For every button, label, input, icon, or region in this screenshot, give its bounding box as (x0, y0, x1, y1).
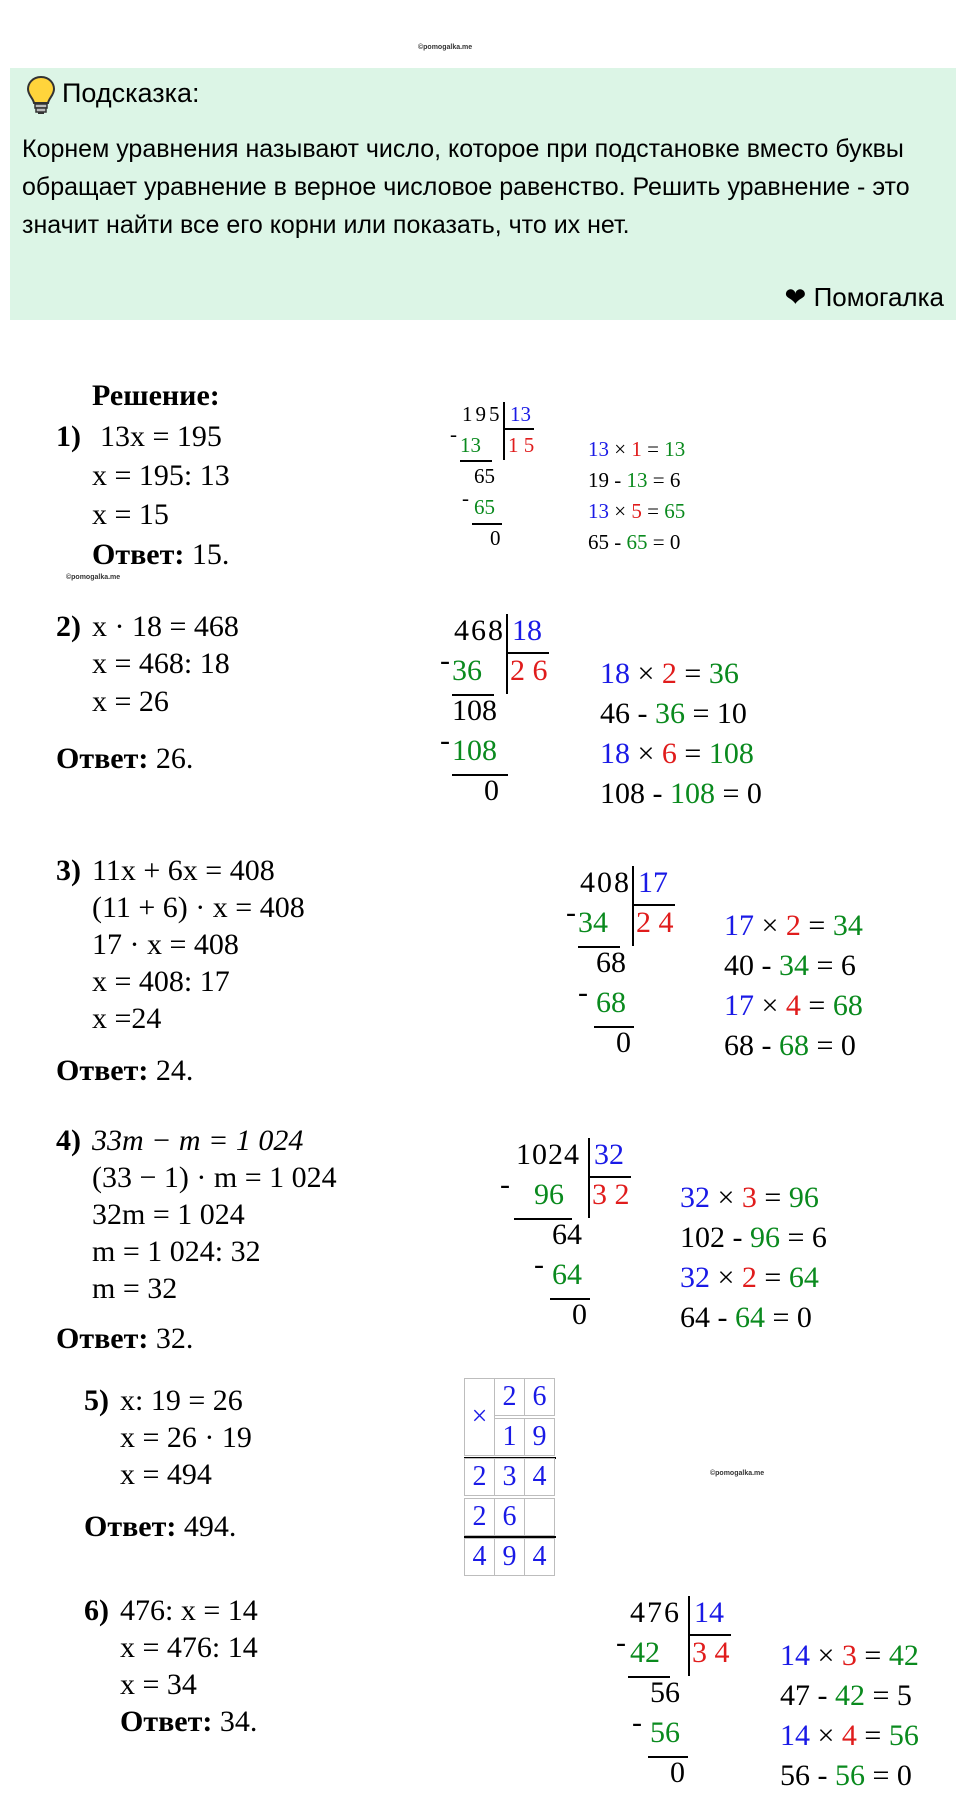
watermark-mid: ©pomogalka.me (66, 574, 121, 581)
watermark-low: ©pomogalka.me (710, 1470, 765, 1477)
minus-sign: - (566, 896, 576, 929)
check-line: 17 × 4 = 68 (724, 989, 863, 1022)
equation-line: 11x + 6x = 408 (92, 854, 275, 887)
hint-text (22, 130, 922, 244)
answer-label: Ответ: (92, 538, 185, 571)
check-line: 68 - 68 = 0 (724, 1029, 856, 1062)
answer-label: Ответ: (56, 742, 149, 775)
equation-line: x: 19 = 26 (120, 1384, 243, 1417)
remainder: 65 (474, 464, 495, 488)
subtrahend: 64 (552, 1258, 582, 1291)
answer (84, 1508, 236, 1545)
remainder-final: 0 (484, 774, 499, 807)
problem-number: 4) (56, 1124, 81, 1157)
equation-line: m = 1 024: 32 (92, 1235, 261, 1268)
check-line: 32 × 3 = 96 (680, 1181, 819, 1214)
equation-line: x = 468: 18 (92, 647, 230, 680)
empty-cell (524, 1498, 555, 1536)
remainder: 56 (650, 1676, 680, 1709)
check-line: 56 - 56 = 0 (780, 1759, 912, 1792)
check-line: 47 - 42 = 5 (780, 1679, 912, 1712)
check-line: 13 × 1 = 13 (588, 437, 686, 461)
check-lines (588, 434, 685, 558)
check-line: 108 - 108 = 0 (600, 777, 762, 810)
check-line: 102 - 96 = 6 (680, 1221, 827, 1254)
digit: 9 (524, 1418, 555, 1456)
minus-sign: - (450, 422, 457, 446)
quotient: 2 4 (636, 906, 674, 939)
digit: 2 (464, 1458, 495, 1496)
remainder-final: 0 (670, 1756, 685, 1789)
check-lines (680, 1178, 827, 1338)
answer (56, 1052, 193, 1089)
answer-value: 15. (191, 538, 230, 571)
quotient: 3 4 (692, 1636, 730, 1669)
subtrahend: 13 (460, 433, 481, 457)
quotient: 1 5 (508, 433, 535, 457)
digit: 6 (524, 1378, 555, 1416)
hint-title: Подсказка: (62, 78, 200, 108)
subtrahend: 42 (630, 1636, 660, 1669)
divisor: 18 (512, 614, 542, 647)
minus-sign: - (534, 1248, 544, 1281)
check-line: 46 - 36 = 10 (600, 697, 747, 730)
problem-number: 6) (84, 1594, 109, 1627)
digit: 4 (524, 1458, 555, 1496)
answer-label: Ответ: (120, 1705, 213, 1738)
answer-value: 34. (219, 1705, 258, 1738)
equation-line: 476: x = 14 (120, 1594, 258, 1627)
subtrahend: 34 (578, 906, 608, 939)
answer-label: Ответ: (56, 1054, 149, 1087)
equation-line: 32m = 1 024 (92, 1198, 245, 1231)
column-multiplication (464, 1378, 560, 1576)
minus-sign: - (440, 724, 450, 757)
minus-sign: - (616, 1626, 626, 1659)
equation-line: x = 195: 13 (92, 459, 230, 492)
answer (120, 1703, 257, 1740)
subtrahend: 36 (452, 654, 482, 687)
check-line: 64 - 64 = 0 (680, 1301, 812, 1334)
digit: 9 (494, 1538, 525, 1576)
quotient: 3 2 (592, 1178, 630, 1211)
answer-value: 24. (155, 1054, 194, 1087)
subtrahend: 96 (534, 1178, 564, 1211)
dividend: 1024 (516, 1138, 580, 1171)
lightbulb-icon (24, 74, 58, 116)
minus-sign: - (578, 976, 588, 1009)
answer (92, 536, 229, 573)
check-line: 14 × 3 = 42 (780, 1639, 919, 1672)
equation-line: x = 15 (92, 498, 169, 531)
equation-line: (11 + 6) · x = 408 (92, 891, 305, 924)
digit: 2 (464, 1498, 495, 1536)
divisor: 32 (594, 1138, 624, 1171)
remainder: 64 (552, 1218, 582, 1251)
digit: 4 (464, 1538, 495, 1576)
check-line: 13 × 5 = 65 (588, 499, 686, 523)
equation-line: x = 26 (92, 685, 169, 718)
answer-value: 32. (155, 1322, 194, 1355)
multiply-sign: × (464, 1378, 495, 1456)
remainder: 108 (452, 694, 497, 727)
remainder-final: 0 (572, 1298, 587, 1331)
answer-value: 26. (155, 742, 194, 775)
dividend: 195 (462, 402, 503, 426)
hint-term: Корнем уравнения (22, 135, 239, 163)
check-lines (600, 654, 762, 814)
minus-sign: - (500, 1168, 510, 1201)
heart-icon: ❤ (784, 282, 807, 312)
equation-line: x · 18 = 468 (92, 610, 239, 643)
equation-line: x =24 (92, 1002, 162, 1035)
minus-sign: - (440, 644, 450, 677)
dividend: 468 (454, 614, 505, 647)
digit: 2 (494, 1378, 525, 1416)
problem-number: 1) (56, 420, 81, 453)
answer-label: Ответ: (56, 1322, 149, 1355)
subtrahend: 65 (474, 495, 495, 519)
check-line: 17 × 2 = 34 (724, 909, 863, 942)
check-line: 18 × 6 = 108 (600, 737, 754, 770)
equation-line: 13x = 195 (100, 420, 222, 453)
minus-sign: - (462, 486, 469, 510)
equation-line: x = 34 (120, 1668, 197, 1701)
answer (56, 1320, 193, 1357)
solution-heading: Решение: (92, 379, 220, 412)
digit: 1 (494, 1418, 525, 1456)
check-line: 18 × 2 = 36 (600, 657, 739, 690)
check-line: 65 - 65 = 0 (588, 530, 681, 554)
equation-line: 17 · x = 408 (92, 928, 239, 961)
check-line: 19 - 13 = 6 (588, 468, 681, 492)
check-line: 14 × 4 = 56 (780, 1719, 919, 1752)
problem-number: 3) (56, 854, 81, 887)
remainder-final: 0 (490, 526, 501, 550)
subtrahend: 108 (452, 734, 497, 767)
answer-value: 494. (183, 1510, 237, 1543)
equation-line: m = 32 (92, 1272, 178, 1305)
quotient: 2 6 (510, 654, 548, 687)
answer (56, 740, 193, 777)
digit: 3 (494, 1458, 525, 1496)
signature-text: Помогалка (813, 282, 944, 312)
problem-number: 2) (56, 610, 81, 643)
check-lines (780, 1636, 919, 1795)
divisor: 14 (694, 1596, 724, 1629)
check-line: 32 × 2 = 64 (680, 1261, 819, 1294)
equation-line: (33 − 1) · m = 1 024 (92, 1161, 337, 1194)
problem-number: 5) (84, 1384, 109, 1417)
equation-line: x = 476: 14 (120, 1631, 258, 1664)
equation-line: x = 408: 17 (92, 965, 230, 998)
dividend: 408 (580, 866, 631, 899)
equation-line: x = 494 (120, 1458, 212, 1491)
divisor: 17 (638, 866, 668, 899)
digit: 4 (524, 1538, 555, 1576)
equation-line: x = 26 · 19 (120, 1421, 252, 1454)
answer-label: Ответ: (84, 1510, 177, 1543)
watermark-top: ©pomogalka.me (418, 44, 473, 51)
minus-sign: - (632, 1706, 642, 1739)
remainder: 68 (596, 946, 626, 979)
digit: 6 (494, 1498, 525, 1536)
subtrahend: 68 (596, 986, 626, 1019)
hint-box (10, 68, 956, 320)
subtrahend: 56 (650, 1716, 680, 1749)
hint-signature (785, 282, 944, 313)
remainder-final: 0 (616, 1026, 631, 1059)
divisor: 13 (510, 402, 531, 426)
check-line: 40 - 34 = 6 (724, 949, 856, 982)
dividend: 476 (630, 1596, 681, 1629)
hint-body: называют число, которое при подстановке вместо буквы обращает уравнение в верное числовое равенство. Решить уравнение - это значит найти все его корни или показать, что их нет. (22, 135, 910, 239)
equation-line: 33m − m = 1 024 (92, 1124, 304, 1157)
check-lines (724, 906, 863, 1066)
